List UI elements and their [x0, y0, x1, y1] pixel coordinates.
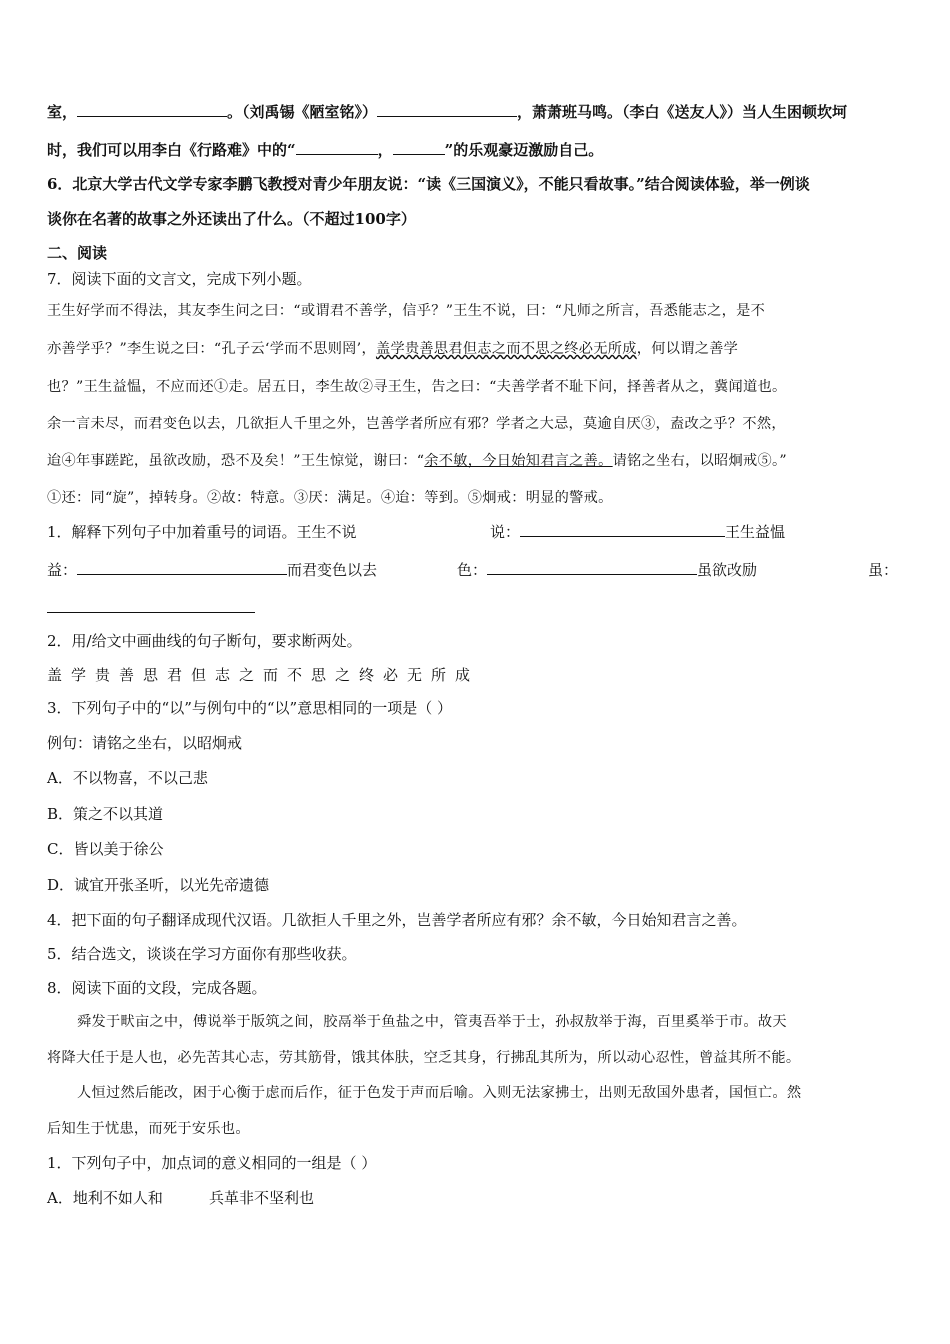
field-label: 说： [490, 523, 521, 541]
field-label: 虽： [868, 561, 899, 579]
q7-passage-line [47, 338, 910, 360]
answer-blank[interactable] [296, 139, 378, 155]
q8-passage-line: 后知生于忧患，而死于安乐也。 [47, 1121, 250, 1137]
option-a[interactable]: A．地利不如人和 [47, 1189, 163, 1207]
q5-text: ， [377, 141, 393, 159]
q7-passage-line: 余一言未尽，而君变色以去，几欲拒人千里之外，岂善学者所应有邪？学者之大忌，莫逾自厌③，盍改之乎？不然， [47, 416, 786, 432]
q7-sub4: 4．把下面的句子翻译成现代汉语。几欲拒人千里之外，岂善学者所应有邪？余不敏，今日始知君言之善。 [47, 911, 747, 929]
answer-blank[interactable] [47, 597, 255, 613]
q5-line2 [47, 139, 910, 161]
field-label: 色： [457, 561, 488, 579]
q7-sub1-text: 而君变色以去 [287, 561, 378, 579]
passage-text: ，何以谓之善学 [636, 341, 739, 357]
q5-line1 [47, 101, 910, 123]
q5-text: ，萧萧班马鸣。（李白《送友人》）当人生困顿坎坷 [517, 103, 848, 121]
q8-intro: 8．阅读下面的文段，完成各题。 [47, 979, 267, 997]
q5-text: ”的乐观豪迈激励自己。 [444, 141, 604, 159]
q6-line1: 6．北京大学古代文学专家李鹏飞教授对青少年朋友说：“读《三国演义》，不能只看故事。”结合阅读体验，举一例谈 [47, 175, 810, 193]
answer-blank[interactable] [377, 101, 517, 117]
answer-blank[interactable] [487, 559, 697, 575]
wavy-underlined-sentence: 盖学贵善思君但志之而不思之终必无所成 [375, 341, 637, 357]
passage-text: 迨④年事蹉跎，虽欲改励，恐不及矣！”王生惊觉，谢曰：“ [47, 453, 425, 469]
section-heading: 二、阅读 [47, 244, 108, 262]
q7-sub3-question: 3．下列句子中的“以”与例句中的“以”意思相同的一项是（ ） [47, 699, 452, 717]
q5-text: 。（刘禹锡《陋室铭》） [227, 103, 378, 121]
q7-sub2-question: 2．用/给文中画曲线的句子断句，要求断两处。 [47, 632, 362, 650]
q5-text: 时，我们可以用李白《行路难》中的“ [47, 141, 296, 159]
q6-line2: 谈你在名著的故事之外还读出了什么。（不超过100字） [47, 210, 416, 228]
answer-blank[interactable] [393, 139, 445, 155]
q7-sub3-example: 例句：请铭之坐右，以昭炯戒 [47, 734, 243, 752]
answer-blank[interactable] [77, 559, 287, 575]
q7-passage-line [47, 450, 910, 472]
passage-text: 亦善学乎？”李生说之曰：“孔子云‘学而不思则罔’， [47, 341, 376, 357]
option-d[interactable]: D．诚宜开张圣听，以光先帝遗德 [47, 876, 270, 894]
underlined-sentence: 余不敏，今日始知君言之善。 [424, 453, 613, 469]
passage-text: 请铭之坐右，以昭炯戒⑤。” [612, 453, 787, 469]
q7-passage-line: 也？”王生益愠，不应而还①走。居五日，李生故②寻王生，告之曰：“夫善学者不耻下问，择善者从之，冀闻道也。 [47, 379, 787, 395]
q7-sub1-text: 1．解释下列句子中加着重号的词语。王生不说 [47, 523, 357, 541]
q7-sub1-label [490, 521, 785, 543]
q7-sub5: 5．结合选文，谈谈在学习方面你有那些收获。 [47, 945, 357, 963]
q8-sub1-question: 1．下列句子中，加点词的意义相同的一组是（ ） [47, 1154, 377, 1172]
q7-sub1-text: 王生益愠 [725, 523, 786, 541]
q7-sub1-row2 [47, 559, 377, 581]
answer-blank[interactable] [520, 521, 725, 537]
q7-sub2-sentence[interactable]: 盖学贵善思君但志之而不思之终必无所成 [47, 666, 480, 684]
q8-passage-line: 人恒过然后能改，困于心衡于虑而后作，征于色发于声而后喻。入则无法家拂士，出则无敌国外患者，国恒亡。然 [77, 1085, 802, 1101]
q8-passage-line: 将降大任于是人也，必先苦其心志，劳其筋骨，饿其体肤，空乏其身，行拂乱其所为，所以动心忍性，曾益其所不能。 [47, 1050, 801, 1066]
q7-sub1-row3 [47, 597, 255, 619]
q7-intro: 7．阅读下面的文言文，完成下列小题。 [47, 270, 312, 288]
field-label: 益： [47, 561, 78, 579]
q7-notes: ①还：同“旋”，掉转身。②故：特意。③厌：满足。④迨：等到。⑤炯戒：明显的警戒。 [47, 490, 613, 506]
q7-sub1-text: 虽欲改励 [697, 561, 758, 579]
option-a-pair: 兵革非不坚利也 [209, 1189, 315, 1207]
q7-sub1-row2b [457, 559, 757, 581]
option-a[interactable]: A．不以物喜，不以己悲 [47, 769, 208, 787]
answer-blank[interactable] [77, 101, 227, 117]
option-c[interactable]: C．皆以美于徐公 [47, 840, 164, 858]
option-b[interactable]: B．策之不以其道 [47, 805, 164, 823]
q5-text: 室， [47, 103, 78, 121]
q7-passage-line: 王生好学而不得法，其友李生问之曰：“或谓君不善学，信乎？”王生不说，曰：“凡师之所言，吾悉能志之，是不 [47, 303, 766, 319]
q8-passage-line: 舜发于畎亩之中，傅说举于版筑之间，胶鬲举于鱼盐之中，管夷吾举于士，孙叔敖举于海，百里奚举于市。故天 [77, 1014, 787, 1030]
